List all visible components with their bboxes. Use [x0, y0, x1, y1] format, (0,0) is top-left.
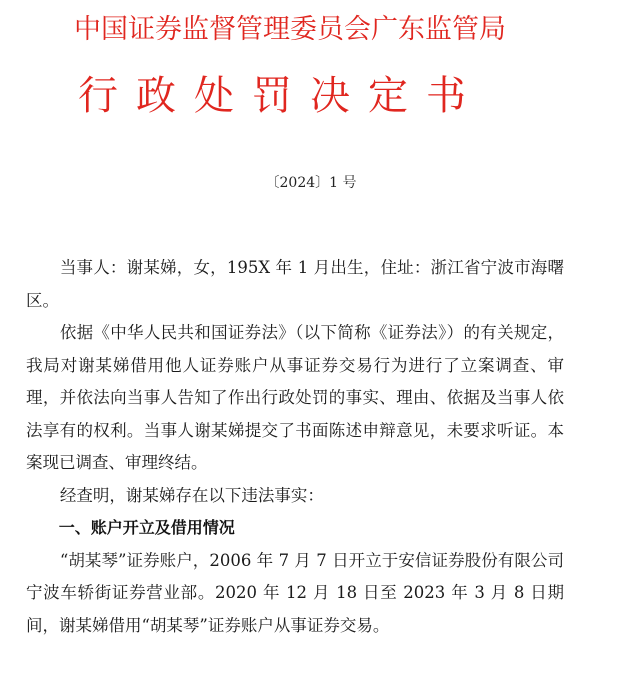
- findings-intro-paragraph: 经查明，谢某娣存在以下违法事实：: [59, 485, 324, 505]
- account-details-paragraph: “胡某琴”证券账户，2006 年 7 月 7 日开立于安信证券股份有限公司宁波车轿街证券营业部。2020 年 12 月 18 日至 2023 年 3 月 8 日期间，谢某娣借用“胡某琴”证券账户从事证券交易。: [26, 550, 564, 635]
- issuing-agency-header: 中国证券监督管理委员会广东监管局: [74, 14, 506, 45]
- document-number: 〔2024〕1 号: [265, 175, 357, 191]
- document-title: 行政处罚决定书: [78, 73, 484, 119]
- document-body: [26, 252, 564, 642]
- party-paragraph: 当事人：谢某娣，女，195X 年 1 月出生，住址：浙江省宁波市海曙区。: [26, 258, 564, 310]
- section-heading: 一、账户开立及借用情况: [58, 518, 235, 537]
- legal-basis-paragraph: 依据《中华人民共和国证券法》（以下简称《证券法》）的有关规定，我局对谢某娣借用他人证券账户从事证券交易行为进行了立案调查、审理，并依法向当事人告知了作出行政处罚的事实、理由、依据及当事人依法享有的权利。当事人谢某娣提交了书面陈述申辩意见，未要求听证。本案现已调查、审理终结。: [26, 323, 564, 472]
